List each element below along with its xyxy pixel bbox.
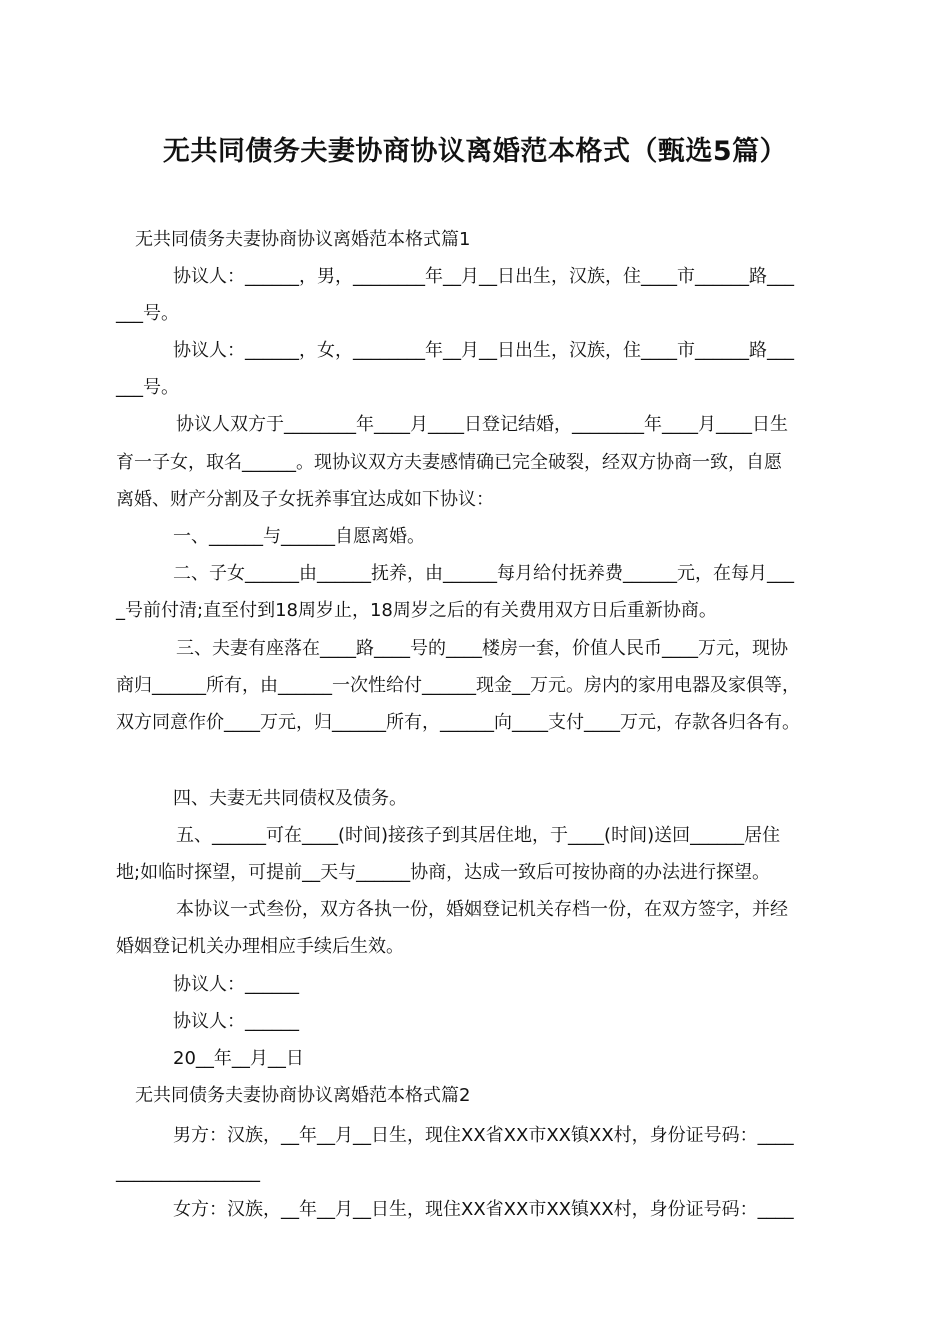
- party-line-male: 协议人：______，男，________年__月__日出生，汉族，住____市______路___: [173, 266, 794, 287]
- paragraph-line: 育一子女，取名______。现协议双方夫妻感情确已完全破裂，经双方协商一致，自愿: [116, 452, 782, 473]
- party-line-female: 女方：汉族，__年__月__日生，现住XX省XX市XX镇XX村，身份证号码：____: [173, 1199, 794, 1220]
- section-heading-2: 无共同债务夫妻协商协议离婚范本格式篇2: [135, 1085, 471, 1106]
- party-line-male: 男方：汉族，__年__月__日生，现住XX省XX市XX镇XX村，身份证号码：____: [173, 1125, 794, 1146]
- clause-4: 四、夫妻无共同债权及债务。: [173, 788, 407, 809]
- clause-2: 二、子女______由______抚养，由______每月给付抚养费______元，在每月___: [173, 563, 794, 584]
- signature-line: 协议人：______: [173, 974, 299, 995]
- document-title: 无共同债务夫妻协商协议离婚范本格式（甄选5篇）: [162, 136, 788, 167]
- clause-2-cont: _号前付清;直至付到18周岁止，18周岁之后的有关费用双方日后重新协商。: [116, 600, 717, 621]
- signature-line: 协议人：______: [173, 1011, 299, 1032]
- paragraph-line: 协议人双方于________年____月____日登记结婚，________年____月____日生: [176, 414, 788, 435]
- clause-5: 五、______可在____(时间)接孩子到其居住地，于____(时间)送回______居住: [176, 825, 781, 846]
- clause-1: 一、______与______自愿离婚。: [173, 526, 425, 547]
- clause-3: 三、夫妻有座落在____路____号的____楼房一套，价值人民币____万元，现协: [176, 638, 788, 659]
- clause-3-cont: 商归______所有，由______一次性给付______现金__万元。房内的家用电器及家俱等，: [116, 675, 800, 696]
- closing-paragraph: 本协议一式叁份，双方各执一份，婚姻登记机关存档一份，在双方签字，并经: [176, 899, 788, 920]
- party-line-female: 协议人：______，女，________年__月__日出生，汉族，住____市______路___: [173, 340, 794, 361]
- closing-paragraph-cont: 婚姻登记机关办理相应手续后生效。: [116, 936, 404, 957]
- section-heading-1: 无共同债务夫妻协商协议离婚范本格式篇1: [135, 229, 471, 250]
- date-line: 20__年__月__日: [173, 1048, 304, 1069]
- clause-3-cont: 双方同意作价____万元，归______所有，______向____支付____万元，存款各归各有。: [116, 712, 800, 733]
- paragraph-line: 离婚、财产分割及子女抚养事宜达成如下协议：: [116, 489, 494, 510]
- id-number-blank: ________________: [116, 1162, 260, 1183]
- party-line-female-cont: ___号。: [116, 377, 179, 398]
- party-line-male-cont: ___号。: [116, 303, 179, 324]
- clause-5-cont: 地;如临时探望，可提前__天与______协商，达成一致后可按协商的办法进行探望。: [116, 862, 771, 883]
